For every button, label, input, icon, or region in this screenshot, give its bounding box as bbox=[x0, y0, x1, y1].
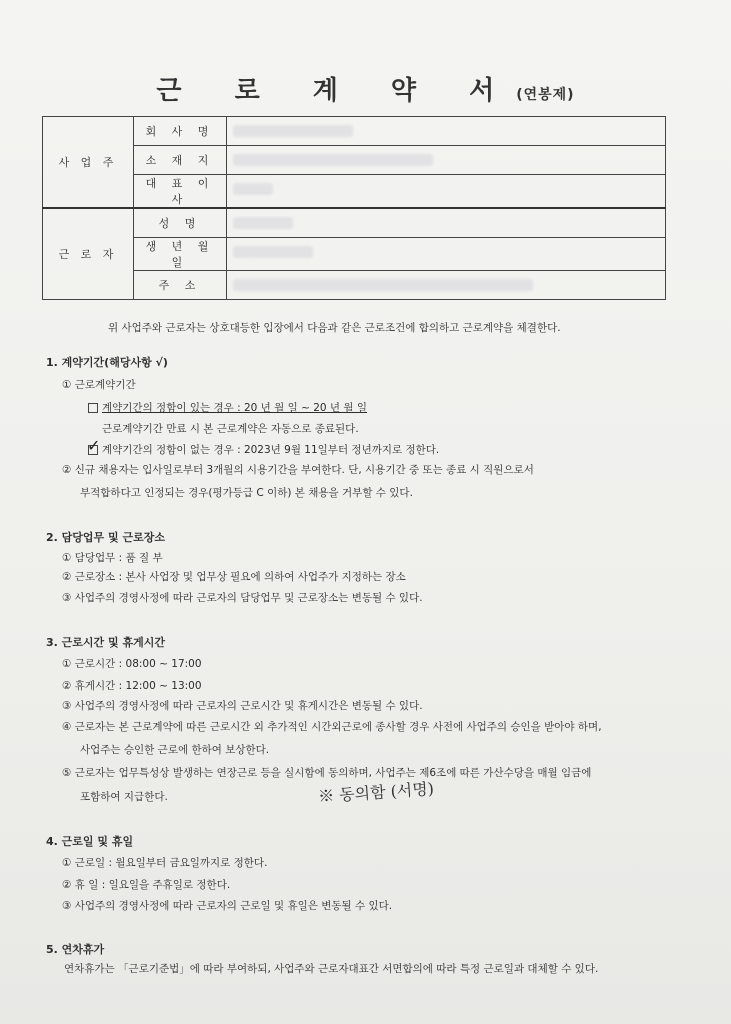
company-name-label: 회 사 명 bbox=[134, 117, 227, 146]
title-main: 근 로 계 약 서 bbox=[156, 76, 517, 106]
checkbox-fixed-term[interactable] bbox=[88, 403, 98, 413]
s4-item-1: ① 근로일 : 월요일부터 금요일까지로 정한다. bbox=[62, 857, 268, 869]
title-sub: (연봉제) bbox=[516, 87, 575, 103]
s1-item-2b: 부적합하다고 인정되는 경우(평가등급 C 이하) 본 채용을 거부할 수 있다. bbox=[80, 487, 413, 499]
section-1-heading: 1. 계약기간(해당사항 √) bbox=[46, 356, 168, 369]
company-name-value bbox=[227, 117, 666, 146]
s3-item-5b: 포함하여 지급한다. bbox=[80, 791, 168, 803]
s1-option-fixed-term-note: 근로계약기간 만료 시 본 근로계약은 자동으로 종료된다. bbox=[102, 423, 359, 435]
s1-item-1: ① 근로계약기간 bbox=[62, 379, 136, 391]
s4-item-2: ② 휴 일 : 일요일을 주휴일로 정한다. bbox=[62, 879, 231, 891]
s3-item-3: ③ 사업주의 경영사정에 따라 근로자의 근로시간 및 휴게시간은 변동될 수 있다. bbox=[62, 700, 423, 712]
employee-name-label: 성 명 bbox=[134, 208, 227, 238]
handwritten-signature: ※ 동의함 (서명) bbox=[317, 778, 435, 807]
section-5-heading: 5. 연차휴가 bbox=[46, 943, 105, 956]
redacted-text bbox=[233, 125, 353, 137]
s1-option-fixed-term-text: 계약기간의 정함이 있는 경우 : 20 년 월 일 ~ 20 년 월 일 bbox=[102, 402, 368, 414]
s1-option-fixed-term[interactable] bbox=[88, 400, 367, 415]
s2-item-3: ③ 사업주의 경영사정에 따라 근로자의 담당업무 및 근로장소는 변동될 수 있다. bbox=[62, 592, 423, 604]
employee-name-value bbox=[227, 208, 666, 238]
s1-item-2a: ② 신규 채용자는 입사일로부터 3개월의 시용기간을 부여한다. 단, 시용기간 중 또는 종료 시 직원으로서 bbox=[62, 464, 534, 476]
redacted-text bbox=[233, 246, 313, 258]
s3-item-5a: ⑤ 근로자는 업무특성상 발생하는 연장근로 등을 실시함에 동의하며, 사업주는 제6조에 따른 가산수당을 매월 임금에 bbox=[62, 767, 592, 779]
s3-item-2: ② 휴게시간 : 12:00 ~ 13:00 bbox=[62, 680, 202, 692]
party-info-table bbox=[42, 116, 666, 300]
s3-item-1: ① 근로시간 : 08:00 ~ 17:00 bbox=[62, 658, 202, 670]
address-value bbox=[227, 146, 666, 175]
checkbox-open-term[interactable] bbox=[87, 436, 101, 455]
section-4-heading: 4. 근로일 및 휴일 bbox=[46, 835, 134, 848]
s3-item-4a: ④ 근로자는 본 근로계약에 따른 근로시간 외 추가적인 시간외근로에 종사할 경우 사전에 사업주의 승인을 받아야 하며, bbox=[62, 721, 602, 733]
employee-address-label: 주 소 bbox=[134, 271, 227, 300]
s4-item-3: ③ 사업주의 경영사정에 따라 근로자의 근로일 및 휴일은 변동될 수 있다. bbox=[62, 900, 393, 912]
birthdate-value bbox=[227, 238, 666, 271]
intro-text: 위 사업주와 근로자는 상호대등한 입장에서 다음과 같은 근로조건에 합의하고 근로계약을 체결한다. bbox=[108, 322, 561, 334]
birthdate-label: 생 년 월 일 bbox=[134, 238, 227, 271]
ceo-value bbox=[227, 175, 666, 209]
employee-address-value bbox=[227, 271, 666, 300]
employer-group-label: 사 업 주 bbox=[43, 117, 134, 209]
s1-option-open-term-text: 계약기간의 정함이 없는 경우 : 2023년 9월 11일부터 정년까지로 정한다. bbox=[102, 444, 440, 456]
redacted-text bbox=[233, 154, 433, 166]
s3-item-4b: 사업주는 승인한 근로에 한하여 보상한다. bbox=[80, 744, 270, 756]
address-label: 소 재 지 bbox=[134, 146, 227, 175]
ceo-label: 대 표 이 사 bbox=[134, 175, 227, 209]
redacted-text bbox=[233, 279, 533, 291]
redacted-text bbox=[233, 217, 293, 229]
employee-group-label: 근 로 자 bbox=[43, 208, 134, 300]
section-2-heading: 2. 담당업무 및 근로장소 bbox=[46, 531, 165, 544]
document-title bbox=[0, 70, 731, 107]
redacted-text bbox=[233, 183, 273, 195]
s2-item-2: ② 근로장소 : 본사 사업장 및 업무상 필요에 의하여 사업주가 지정하는 장소 bbox=[62, 571, 406, 583]
s2-item-1: ① 담당업무 : 품 질 부 bbox=[62, 552, 163, 564]
check-mark-icon: ✓ bbox=[87, 436, 101, 455]
s1-option-open-term[interactable] bbox=[87, 436, 440, 457]
section-3-heading: 3. 근로시간 및 휴게시간 bbox=[46, 636, 165, 649]
s5-item-1: 연차휴가는 「근로기준법」에 따라 부여하되, 사업주와 근로자대표간 서면합의에 따라 특정 근로일과 대체할 수 있다. bbox=[64, 963, 599, 975]
